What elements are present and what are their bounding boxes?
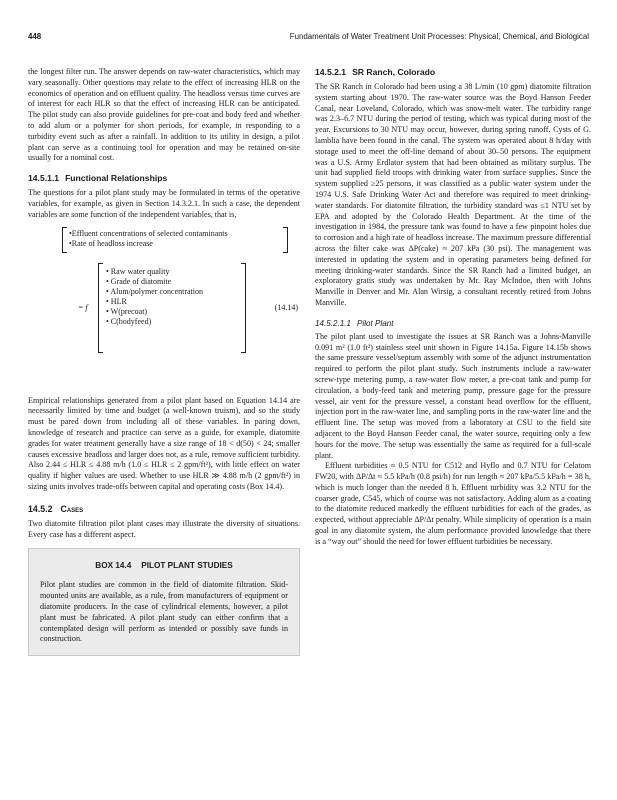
section-heading-cases (28, 504, 300, 514)
independent-variable: • HLR (106, 296, 127, 306)
section-number: 14.5.2.1.1 (315, 318, 352, 328)
independent-variable: • Alum/polymer concentration (106, 286, 203, 296)
box-14-4 (28, 548, 300, 656)
equation-14-14 (28, 227, 300, 390)
section-number: 14.5.2.1 (315, 67, 347, 77)
box-label: BOX 14.4 (95, 561, 132, 571)
cases-paragraph: Two diatomite filtration pilot plant cases may illustrate the diversity of situations. Every case has a different aspect. (28, 518, 300, 539)
function-symbol: = f (78, 302, 88, 312)
dependent-variable: •Rate of headloss increase (69, 238, 153, 248)
dependent-variable: •Effluent concentrations of selected contaminants (69, 228, 228, 238)
section-heading-functional (28, 173, 300, 184)
intro-paragraph: the longest filter run. The answer depends on raw-water characteristics, which may vary seasonally. Other questions may relate to the effect of increasing HLR on the economics of operation and on effluent quality. The headloss versus time curves are of interest for each HLR so that the effect of increasing HLR can be anticipated. The pilot study can also provide guidelines for pre-coat and body feed and whether to add alum or a polymer for short periods, for example, in responding to a turbidity event such as after a rainfall. In addition to its utility in design, a pilot plant can serve as a continuing tool for operation and may be retained on-site usually for a nominal cost. (28, 67, 300, 163)
box-heading: PILOT PLANT STUDIES (141, 561, 233, 571)
section-number: 14.5.1.1 (28, 173, 60, 184)
left-column (28, 67, 300, 656)
independent-variable: • W(precoat) (106, 306, 148, 316)
effluent-paragraph: Effluent turbidities ≈ 0.5 NTU for C512 and Hyflo and 0.7 NTU for Celatom FW20, with ΔP/Δt ≈ 5.5 kPa/h (0.8 psi/h) for run length ≈ 207 kPa/5.5 kPa/h = 38 h, which is much longer than the needed 8 h. Effluent turbidity was 3.2 NTU for the coarser grade, C545, which of course was not satisfactory. Adding alum as a coating to the diatomite reduced markedly the effluent turbidities for each of the grades, as expected, without appreciable ΔP/Δt penalty. While simplicity of operation is a main goal in any diatomite system, the alum performance provided knowledge that there is a “way out” should the need for lower effluent turbidities be necessary. (315, 461, 591, 546)
page-number: 448 (28, 32, 42, 41)
independent-variable: • C(bodyfeed) (106, 316, 152, 326)
running-title: Fundamentals of Water Treatment Unit Processes: Physical, Chemical, and Biological (289, 32, 589, 41)
independent-variables-bracket (98, 263, 246, 353)
section-title: Functional Relationships (65, 173, 168, 184)
section-heading-sr-ranch (315, 67, 591, 78)
section-title: Pilot Plant (357, 318, 394, 328)
section-title: Cases (60, 503, 84, 514)
box-text: Pilot plant studies are common in the field of diatomite filtration. Skid-mounted units are available, as a rule, from manufacturers of equipment or diatomite producers. In the case of cylindrical elements, however, a pilot plant must be fabricated. A pilot plant study can either confirm that a contemplated design will perform as intended or possibly save funds in construction. (40, 580, 288, 644)
section-title: SR Ranch, Colorado (352, 67, 436, 77)
sr-ranch-paragraph: The SR Ranch in Colorado had been using a 38 L/min (10 gpm) diatomite filtration system starting about 1970. The raw-water source was the Boyd Hanson Feeder Canal, near Loveland, Colorado, which was snow-melt water. The turbidity range was 2.3–6.7 NTU during the period of testing, which was typical during most of the year. Excursions to 30 NTU may occur, however, during spring runoff. Cysts of G. lamblia have been found in the canal. The system was operated about 8 h/day with storage used to meet the off-line demand of about 30–50 persons. The equipment was a U.S. Army Erdlator system that had been obtained as military surplus. The unit had supplied field troops with drinking water from surface supplies. Since the system supplied ≥25 persons, it was classified as a public water system under the 1974 U.S. Safe Drinking Water Act and therefore was required to meet drinking-water standards. For diatomite filtration, the turbidity standard was ≤1 NTU set by EPA and adopted by the Colorado Health Department. At the time of the investigation in 1984, the pressure tank was found to have a few pinpoint holes due to corrosion and a high rate of headloss increase. The maximum pressure differential across the filter cake was ΔP(cake) ≈ 207 kPa (30 psi). The management was interested in updating the system and in operating parameters being defined for meeting drinking-water standards. Since the SR Ranch had a limited budget, an exploratory gratis study was undertaken by Mr. Ray McIndoe, then with Johns Manville in Denver and Mr. Alan Wirsig, a consultant recently retired from Johns Manville. (315, 82, 591, 307)
functional-paragraph: The questions for a pilot plant study may be formulated in terms of the operative variables, for example, as given in Section 14.3.2.1. In such a case, the dependent variables are some function of the independent variables, that is, (28, 188, 300, 219)
equation-number: (14.14) (274, 302, 298, 312)
empirical-paragraph: Empirical relationships generated from a pilot plant based on Equation 14.14 are necessarily limited by time and budget (a well-known truism), and so the study must be pared down from including all of these variables. In paring down, knowledge of research and practice can serve as a guide, for example, diatomite grades for water treatment generally have a size range of 18 < d(50) < 24; smaller causes excessive headloss and larger does not, as a rule, remove sufficient turbidity. Also 2.44 ≤ HLR ≤ 4.88 m/h (1.0 ≤ HLR ≤ 2 gpm/ft²), with little effect on water quality if higher values are used. Whether to use HLR ≫ 4.88 m/h (2 gpm/ft²) in sizing units involves trade-offs between capital and operating costs (Box 14.4). (28, 395, 300, 491)
section-heading-pilot-plant (315, 318, 591, 329)
dependent-variables-bracket (62, 227, 288, 253)
page-header (28, 32, 589, 46)
section-number: 14.5.2 (28, 503, 53, 514)
box-title (40, 561, 288, 570)
pilot-plant-paragraph: The pilot plant used to investigate the issues at SR Ranch was a Johns-Manville 0.091 m² (1.0 ft²) stainless steel unit shown in Figure 14.15a. Figure 14.15b shows the same pressure vessel/septum assembly with some of the adjunct instrumentation required to perform the pilot plant study. Such instruments include a raw-water screw-type metering pump, a raw-water flow meter, a pre-coat tank and pump for circulation, a body-feed tank and metering pump, pressure gage for the pressure vessel, air vent for the pressure vessel, a constant head overflow for the effluent, injection port in the raw-water line, and sampling ports in the raw-water line and the effluent line. The setup was moved from a laboratory at CSU to the field site adjacent to the Boyd Hanson Feeder canal, the water source, requiring only a few hours for the move. The setup was essentially the same as required for a full-scale plant. (315, 331, 591, 460)
independent-variable: • Raw water quality (106, 266, 170, 276)
right-column (315, 67, 591, 548)
independent-variable: • Grade of diatomite (106, 276, 172, 286)
